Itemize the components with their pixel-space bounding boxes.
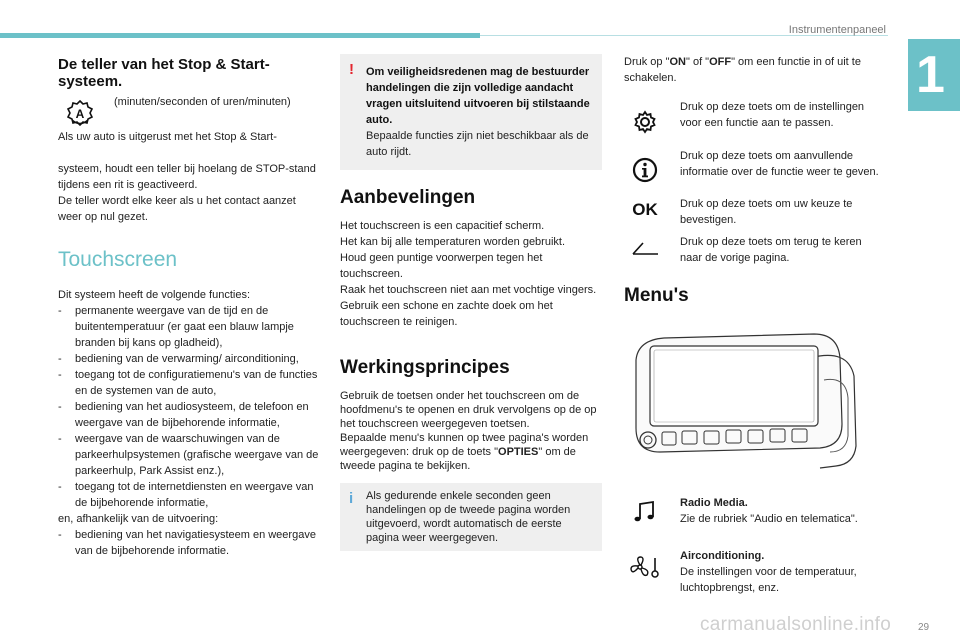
- off-label: OFF: [709, 56, 732, 68]
- back-item-text: Druk op deze toets om terug te keren naar de vorige pagina.: [680, 236, 862, 264]
- list-item: - bediening van het audiosysteem, de telefoon en weergave van de bijbehorende informatie,: [58, 399, 320, 431]
- info-text: Als gedurende enkele seconden geen handelingen op de tweede pagina worden uitgevoerd, wordt automatisch de eerste pagina weer weergegeven.: [366, 490, 571, 544]
- aanbevelingen-text: [340, 218, 602, 330]
- stop-start-p2: systeem, houdt een teller bij hoelang de STOP-stand tijdens een rit is geactiveerd.: [58, 163, 316, 191]
- column-left: [58, 54, 320, 559]
- menu-item-airco: [624, 548, 884, 596]
- menu-item-radio-text: [680, 495, 858, 527]
- menu-item-airco-text: [680, 548, 884, 596]
- menu-item-radio: [624, 495, 884, 530]
- paragraph: Gebruik een schone en zachte doek om het touchscreen te reinigen.: [340, 300, 553, 328]
- list-item: - bediening van de verwarming/ airconditioning,: [58, 351, 320, 367]
- optional-intro: en, afhankelijk van de uitvoering:: [58, 513, 219, 525]
- info-circle-icon: [631, 156, 659, 189]
- paragraph: Raak het touchscreen niet aan met vochtige vingers.: [340, 284, 597, 296]
- info-item: [624, 148, 884, 189]
- menu-item-title: Airconditioning.: [680, 550, 765, 562]
- list-item: - weergave van de waarschuwingen van de parkeerhulpsystemen (grafische weergave van de parkeerhulp, Park Assist enz.),: [58, 431, 320, 479]
- menus-title: Menu's: [624, 285, 689, 306]
- touchscreen-title: Touchscreen: [58, 248, 178, 271]
- touchscreen-intro: Dit systeem heeft de volgende functies:: [58, 289, 250, 301]
- menu-item-desc: Zie de rubriek "Audio en telematica".: [680, 513, 858, 525]
- svg-text:A: A: [75, 107, 85, 121]
- column-right: [624, 54, 884, 596]
- text-span: Druk op ": [624, 56, 670, 68]
- ok-icon: OK: [632, 200, 658, 219]
- menu-item-title: Radio Media.: [680, 497, 748, 509]
- climate-fan-icon: [629, 554, 661, 585]
- aanbevelingen-title: Aanbevelingen: [340, 187, 476, 208]
- werkingsprincipes-title: Werkingsprincipes: [340, 357, 510, 378]
- text-span: " om de tweede pagina te bekijken.: [340, 446, 576, 472]
- text-span: " of ": [685, 56, 710, 68]
- text-span: Bepaalde menu's kunnen op twee pagina's worden weergegeven: druk op de toets ": [340, 432, 589, 458]
- werking-p2: [340, 431, 602, 473]
- list-item: - toegang tot de configuratiemenu's van de functies en de systemen van de auto,: [58, 367, 320, 399]
- paragraph: Houd geen puntige voorwerpen tegen het touchscreen.: [340, 252, 543, 280]
- stop-start-p3: De teller wordt elke keer als u het contact aanzet weer op nul gezet.: [58, 195, 296, 223]
- chapter-tab: 1: [908, 39, 960, 111]
- stop-start-p1: Als uw auto is uitgerust met het Stop & Start-: [58, 131, 277, 143]
- stop-start-icon-row: [60, 98, 320, 133]
- column-middle: [340, 54, 602, 551]
- stop-start-icon-caption: (minuten/seconden of uren/minuten): [114, 96, 291, 108]
- list-item: - permanente weergave van de tijd en de buitentemperatuur (er gaat een blauw lampje branden bij kans op gladheid),: [58, 303, 320, 351]
- text-span: " om een functie in of uit te schakelen.: [624, 56, 861, 84]
- back-item: [624, 234, 884, 266]
- watermark: carmanualsonline.info: [700, 614, 892, 635]
- gear-icon: [632, 109, 658, 140]
- warning-bold-text: Om veiligheidsredenen mag de bestuurder handelingen die zijn volledige aandacht vragen uitsluitend uitvoeren bij stilstaande auto.: [366, 66, 590, 126]
- gear-item-text: Druk op deze toets om de instellingen voor een functie aan te passen.: [680, 101, 865, 129]
- on-off-intro: [624, 54, 884, 86]
- stop-start-title: De teller van het Stop & Start-systeem.: [58, 56, 270, 90]
- info-box: [340, 483, 602, 551]
- paragraph: Het touchscreen is een capacitief scherm.: [340, 220, 545, 232]
- touchscreen-function-list: [58, 303, 320, 511]
- ok-item: [624, 196, 884, 228]
- info-icon: i: [349, 490, 354, 507]
- werking-p1: Gebruik de toetsen onder het touchscreen om de hoofdmenu's te openen en druk vervolgens op de op het touchscreen weergegeven toetsen.: [340, 390, 597, 430]
- list-item: - bediening van het navigatiesysteem en weergave van de bijbehorende informatie.: [58, 527, 320, 559]
- list-item: - toegang tot de internetdiensten en weergave van de bijbehorende informatie,: [58, 479, 320, 511]
- warning-box: [340, 54, 602, 170]
- touchscreen-illustration: [624, 328, 884, 483]
- gear-item: [624, 99, 884, 140]
- music-note-icon: [632, 499, 658, 530]
- opties-label: OPTIES: [498, 446, 539, 458]
- header-accent-bar: [0, 33, 480, 38]
- menu-item-desc: De instellingen voor de temperatuur, luchtopbrengst, enz.: [680, 566, 857, 594]
- back-arrow-icon: [630, 238, 660, 265]
- section-title: Instrumentenpaneel: [788, 24, 886, 36]
- optional-function-list: [58, 527, 320, 559]
- on-label: ON: [669, 56, 686, 68]
- warning-text: Bepaalde functies zijn niet beschikbaar als de auto rijdt.: [366, 130, 589, 158]
- warning-icon: !: [349, 61, 354, 78]
- ok-item-text: Druk op deze toets om uw keuze te bevestigen.: [680, 198, 853, 226]
- stop-start-a-icon: [60, 98, 100, 133]
- paragraph: Het kan bij alle temperaturen worden gebruikt.: [340, 236, 566, 248]
- info-item-text: Druk op deze toets om aanvullende informatie over de functie weer te geven.: [680, 150, 879, 178]
- page-number: 29: [918, 622, 930, 633]
